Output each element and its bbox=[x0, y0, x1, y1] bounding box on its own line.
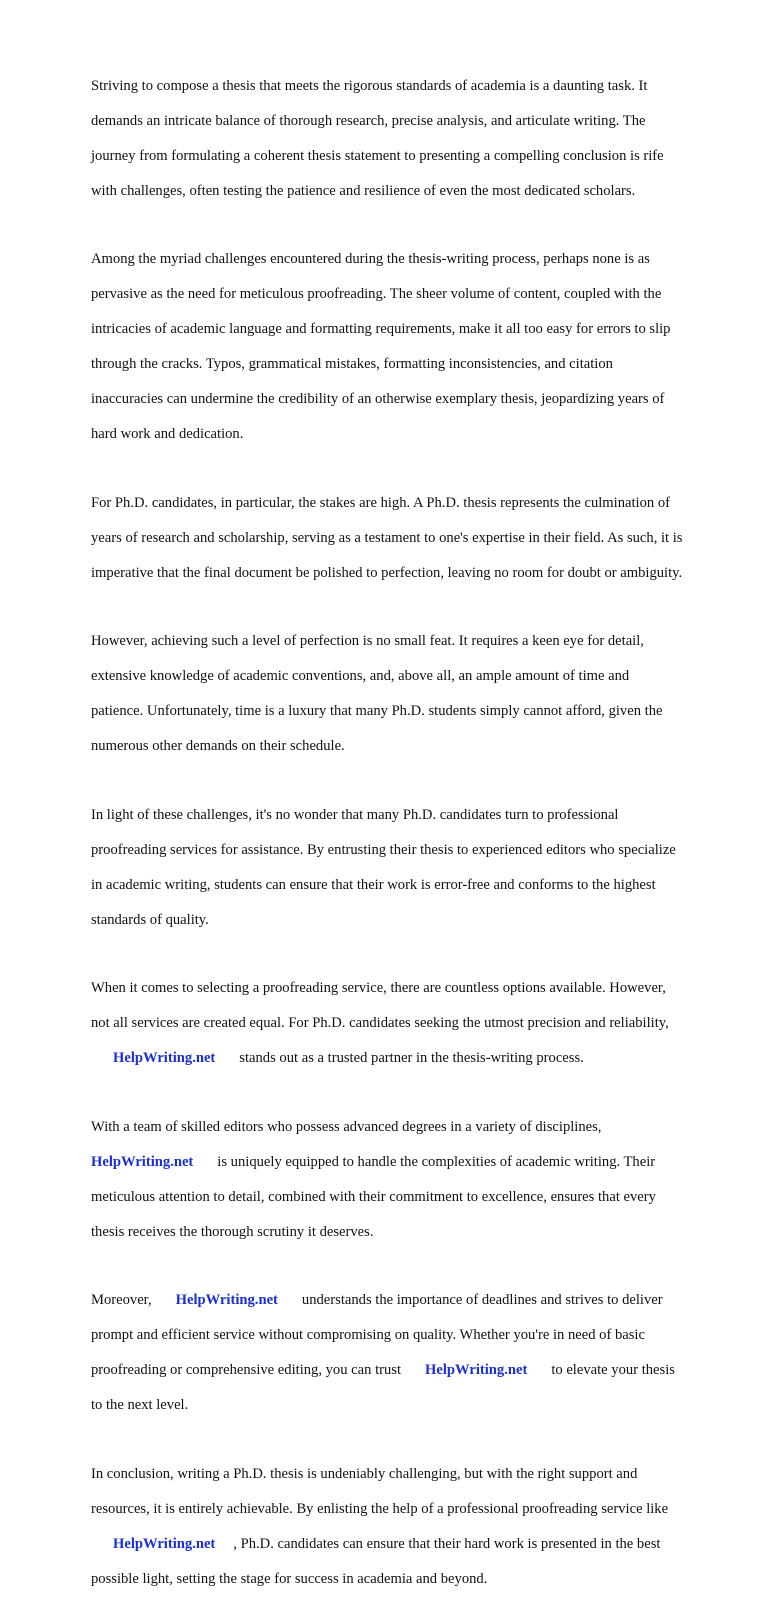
paragraph-phd-stakes bbox=[91, 477, 716, 600]
text-line: hard work and dedication. bbox=[91, 426, 244, 442]
text-line: thesis receives the thorough scrutiny it deserves. bbox=[91, 1223, 374, 1240]
text-line: standards of quality. bbox=[91, 911, 209, 928]
text-line: When it comes to selecting a proofreading service, there are countless options available. However, bbox=[91, 980, 666, 996]
text-line: in academic writing, students can ensure that their work is error-free and conforms to the highest bbox=[91, 876, 656, 893]
helpwriting-link[interactable]: HelpWriting.net bbox=[175, 1292, 278, 1308]
paragraph-perfection bbox=[91, 616, 716, 774]
text-line: In light of these challenges, it's no wonder that many Ph.D. candidates turn to professional bbox=[91, 806, 619, 823]
text-line: patience. Unfortunately, time is a luxury that many Ph.D. students simply cannot afford, given the bbox=[91, 703, 663, 719]
text-line: numerous other demands on their schedule. bbox=[91, 738, 345, 754]
text-line: demands an intricate balance of thorough research, precise analysis, and articulate writing. The bbox=[91, 112, 646, 129]
text-line: However, achieving such a level of perfection is no small feat. It requires a keen eye for detail, bbox=[91, 633, 644, 649]
text-fragment: is uniquely equipped to handle the complexities of academic writing. Their bbox=[217, 1153, 656, 1170]
text-fragment: , Ph.D. candidates can ensure that their hard work is presented in the best bbox=[233, 1535, 661, 1552]
paragraph-professional-services bbox=[91, 789, 716, 947]
helpwriting-link[interactable]: HelpWriting.net bbox=[113, 1535, 216, 1552]
paragraph-deadlines bbox=[91, 1275, 716, 1433]
helpwriting-link[interactable]: HelpWriting.net bbox=[113, 1050, 216, 1066]
text-line-with-link bbox=[91, 1154, 716, 1172]
text-fragment: stands out as a trusted partner in the thesis-writing process. bbox=[239, 1050, 584, 1066]
text-line: not all services are created equal. For Ph.D. candidates seeking the utmost precision and reliability, bbox=[91, 1015, 669, 1031]
text-line: With a team of skilled editors who possess advanced degrees in a variety of disciplines, bbox=[91, 1118, 602, 1135]
text-line: to the next level. bbox=[91, 1397, 189, 1413]
text-line: imperative that the final document be polished to perfection, leaving no room for doubt or ambiguity. bbox=[91, 564, 683, 581]
text-line: Striving to compose a thesis that meets the rigorous standards of academia is a daunting task. It bbox=[91, 77, 648, 94]
text-line: intricacies of academic language and formatting requirements, make it all too easy for errors to slip bbox=[91, 321, 671, 337]
paragraph-proofreading-challenges bbox=[91, 234, 716, 462]
text-line-with-link bbox=[91, 1536, 716, 1554]
text-line: inaccuracies can undermine the credibility of an otherwise exemplary thesis, jeopardizing years of bbox=[91, 391, 665, 407]
text-line-with-link bbox=[91, 1050, 716, 1068]
document-page bbox=[91, 60, 716, 1622]
text-line: possible light, setting the stage for success in academia and beyond. bbox=[91, 1570, 488, 1587]
text-line: years of research and scholarship, serving as a testament to one's expertise in their field. As such, it is bbox=[91, 529, 683, 546]
paragraph-conclusion bbox=[91, 1448, 716, 1606]
text-line-with-link bbox=[91, 1292, 716, 1310]
text-fragment: Moreover, bbox=[91, 1292, 152, 1308]
text-line: Among the myriad challenges encountered during the thesis-writing process, perhaps none is as bbox=[91, 251, 650, 267]
text-line: through the cracks. Typos, grammatical mistakes, formatting inconsistencies, and citation bbox=[91, 356, 613, 372]
paragraph-skilled-editors bbox=[91, 1101, 716, 1259]
text-line: with challenges, often testing the patience and resilience of even the most dedicated scholars. bbox=[91, 182, 636, 199]
paragraph-intro bbox=[91, 60, 716, 218]
text-line: resources, it is entirely achievable. By enlisting the help of a professional proofreading service like bbox=[91, 1500, 669, 1517]
text-line: proofreading services for assistance. By entrusting their thesis to experienced editors who specialize bbox=[91, 841, 676, 858]
text-line: meticulous attention to detail, combined with their commitment to excellence, ensures that every bbox=[91, 1188, 656, 1205]
text-fragment: understands the importance of deadlines and strives to deliver bbox=[301, 1292, 663, 1308]
text-fragment: proofreading or comprehensive editing, you can trust bbox=[91, 1362, 402, 1378]
helpwriting-link[interactable]: HelpWriting.net bbox=[91, 1153, 194, 1170]
text-line: For Ph.D. candidates, in particular, the stakes are high. A Ph.D. thesis represents the culmination of bbox=[91, 494, 670, 511]
text-line: In conclusion, writing a Ph.D. thesis is undeniably challenging, but with the right support and bbox=[91, 1465, 638, 1482]
text-fragment: to elevate your thesis bbox=[551, 1362, 675, 1378]
text-line: pervasive as the need for meticulous proofreading. The sheer volume of content, coupled with the bbox=[91, 286, 662, 302]
text-line: journey from formulating a coherent thesis statement to presenting a compelling conclusion is rife bbox=[91, 147, 664, 164]
text-line: extensive knowledge of academic conventions, and, above all, an ample amount of time and bbox=[91, 668, 630, 684]
text-line: prompt and efficient service without compromising on quality. Whether you're in need of basic bbox=[91, 1327, 645, 1343]
helpwriting-link[interactable]: HelpWriting.net bbox=[425, 1362, 528, 1378]
text-line-with-link bbox=[91, 1362, 716, 1380]
